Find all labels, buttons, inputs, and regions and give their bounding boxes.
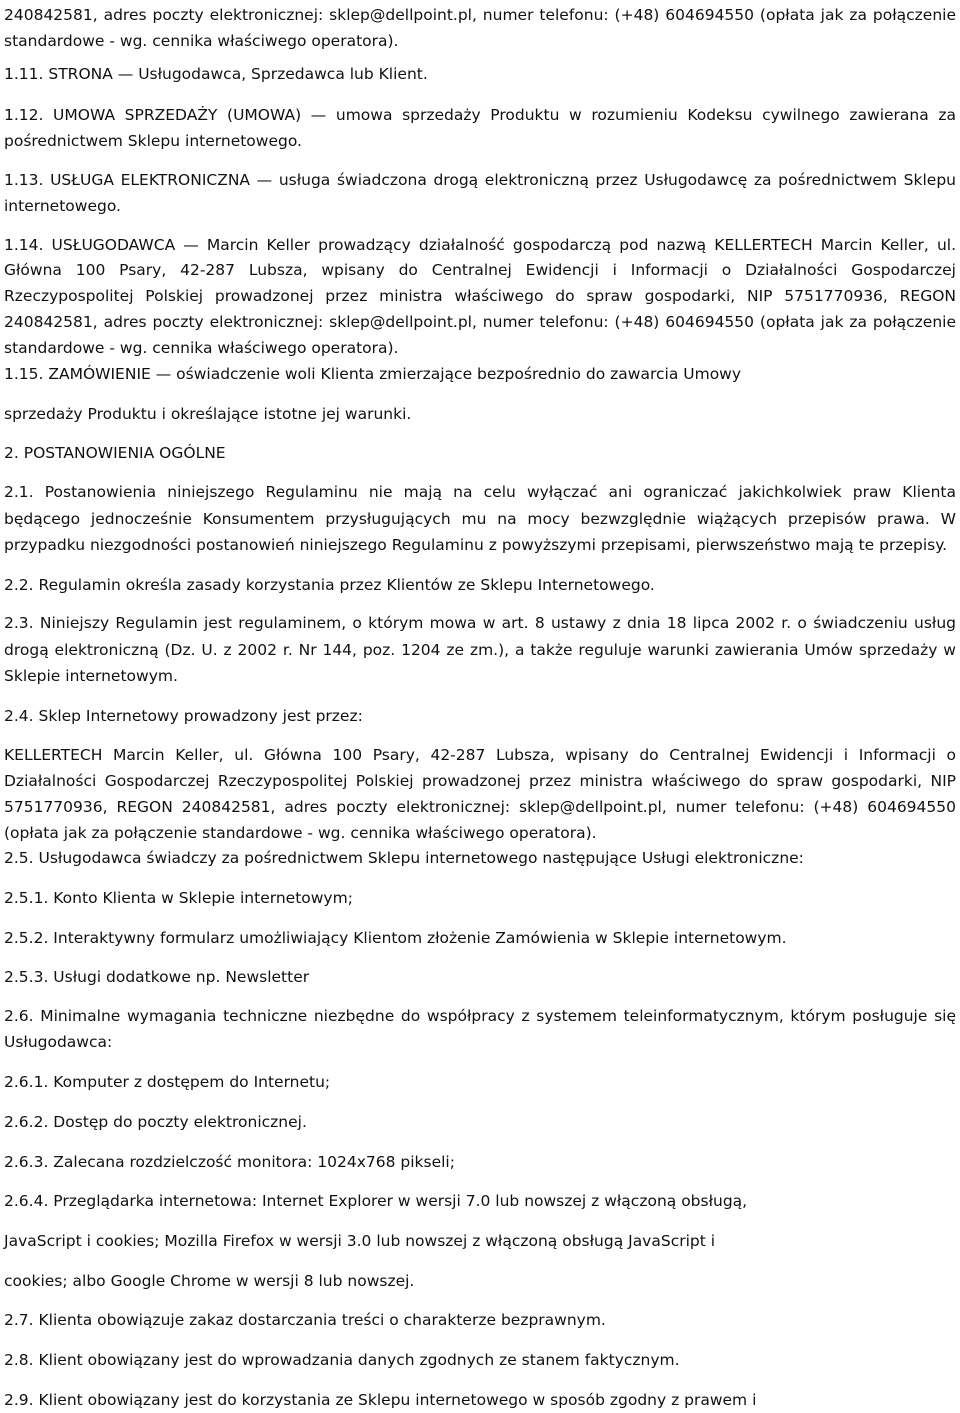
text-line: 240842581, adres poczty elektronicznej: sklep@dellpoint.pl, numer telefonu: (+48) 604694550 (opłata jak za połączenie (4, 313, 956, 331)
text-line: Działalności Gospodarczej Rzeczypospolitej Polskiej prowadzonej przez ministra właściwego do spraw gospodarki, NIP (4, 772, 956, 790)
text-line: 2.5.3. Usługi dodatkowe np. Newsletter (4, 968, 310, 986)
text-line: 2.8. Klient obowiązany jest do wprowadzania danych zgodnych ze stanem faktycznym. (4, 1351, 680, 1369)
text-line: Główna 100 Psary, 42-287 Lubsza, wpisany do Centralnej Ewidencji i Informacji o Działalności Gospodarczej (4, 261, 956, 279)
text-line: JavaScript i cookies; Mozilla Firefox w wersji 3.0 lub nowszej z włączoną obsługą JavaScript i (4, 1232, 716, 1250)
text-line: 2.9. Klient obowiązany jest do korzystania ze Sklepu internetowego w sposób zgodny z prawem i (4, 1391, 757, 1409)
text-line: 1.12. UMOWA SPRZEDAŻY (UMOWA) — umowa sprzedaży Produktu w rozumieniu Kodeksu cywilnego zawierana za (4, 106, 956, 124)
text-line: Sklepie internetowym. (4, 667, 178, 685)
text-line: 2.5.2. Interaktywny formularz umożliwiający Klientom złożenie Zamówienia w Sklepie internetowym. (4, 929, 787, 947)
text-line: 2.6.4. Przeglądarka internetowa: Internet Explorer w wersji 7.0 lub nowszej z włączoną obsługą, (4, 1192, 748, 1210)
text-line: 240842581, adres poczty elektronicznej: sklep@dellpoint.pl, numer telefonu: (+48) 604694550 (opłata jak za połączenie (4, 6, 956, 24)
text-line: 2.5.1. Konto Klienta w Sklepie internetowym; (4, 889, 353, 907)
text-line: cookies; albo Google Chrome w wersji 8 lub nowszej. (4, 1272, 415, 1290)
text-line: 5751770936, REGON 240842581, adres poczty elektronicznej: sklep@dellpoint.pl, numer telefonu: (+48) 604694550 (4, 798, 956, 816)
text-line: Rzeczypospolitej Polskiej prowadzonej przez ministra właściwego do spraw gospodarki, NIP 5751770936, REGON (4, 287, 956, 305)
text-line: Usługodawca: (4, 1033, 113, 1051)
text-line: standardowe - wg. cennika właściwego operatora). (4, 339, 399, 357)
text-line: 2.6. Minimalne wymagania techniczne niezbędne do współpracy z systemem teleinformatycznym, którym posługuje się (4, 1007, 956, 1025)
text-line: 2.2. Regulamin określa zasady korzystania przez Klientów ze Sklepu Internetowego. (4, 576, 655, 594)
text-line: internetowego. (4, 197, 121, 215)
text-line: 1.15. ZAMÓWIENIE — oświadczenie woli Klienta zmierzające bezpośrednio do zawarcia Umowy (4, 365, 742, 383)
text-line: KELLERTECH Marcin Keller, ul. Główna 100 Psary, 42-287 Lubsza, wpisany do Centralnej Ewidencji i Informacji o (4, 746, 956, 764)
text-line: pośrednictwem Sklepu internetowego. (4, 132, 302, 150)
text-line: 2.1. Postanowienia niniejszego Regulaminu nie mają na celu wyłączać ani ograniczać jakichkolwiek praw Klienta (4, 483, 956, 501)
text-line: sprzedaży Produktu i określające istotne jej warunki. (4, 405, 412, 423)
text-line: drogą elektroniczną (Dz. U. z 2002 r. Nr 144, poz. 1204 ze zm.), a także reguluje warunki zawierania Umów sprzedaży w (4, 641, 956, 659)
text-line: 1.14. USŁUGODAWCA — Marcin Keller prowadzący działalność gospodarczą pod nazwą KELLERTECH Marcin Keller, ul. (4, 236, 956, 254)
text-line: (opłata jak za połączenie standardowe - wg. cennika właściwego operatora). (4, 824, 597, 842)
text-line: 2.3. Niniejszy Regulamin jest regulaminem, o którym mowa w art. 8 ustawy z dnia 18 lipca 2002 r. o świadczeniu usług (4, 614, 956, 632)
text-line: 2.6.1. Komputer z dostępem do Internetu; (4, 1073, 331, 1091)
text-line: 1.11. STRONA — Usługodawca, Sprzedawca lub Klient. (4, 65, 428, 83)
text-line: 1.13. USŁUGA ELEKTRONICZNA — usługa świadczona drogą elektroniczną przez Usługodawcę za pośrednictwem Sklepu (4, 171, 956, 189)
text-line: będącego jednocześnie Konsumentem przysługujących mu na mocy bezwzględnie wiążących przepisów prawa. W (4, 510, 956, 528)
text-line: 2.5. Usługodawca świadczy za pośrednictwem Sklepu internetowego następujące Usługi elektroniczne: (4, 849, 804, 867)
text-line: przypadku niezgodności postanowień niniejszego Regulaminu z powyższymi przepisami, pierwszeństwo mają te przepisy. (4, 536, 948, 554)
text-line: 2.7. Klienta obowiązuje zakaz dostarczania treści o charakterze bezprawnym. (4, 1311, 606, 1329)
text-line: 2.6.2. Dostęp do poczty elektronicznej. (4, 1113, 307, 1131)
text-line: 2.6.3. Zalecana rozdzielczość monitora: 1024x768 pikseli; (4, 1153, 455, 1171)
text-line: 2.4. Sklep Internetowy prowadzony jest przez: (4, 707, 363, 725)
section-heading: 2. POSTANOWIENIA OGÓLNE (4, 444, 226, 462)
text-line: standardowe - wg. cennika właściwego operatora). (4, 32, 399, 50)
